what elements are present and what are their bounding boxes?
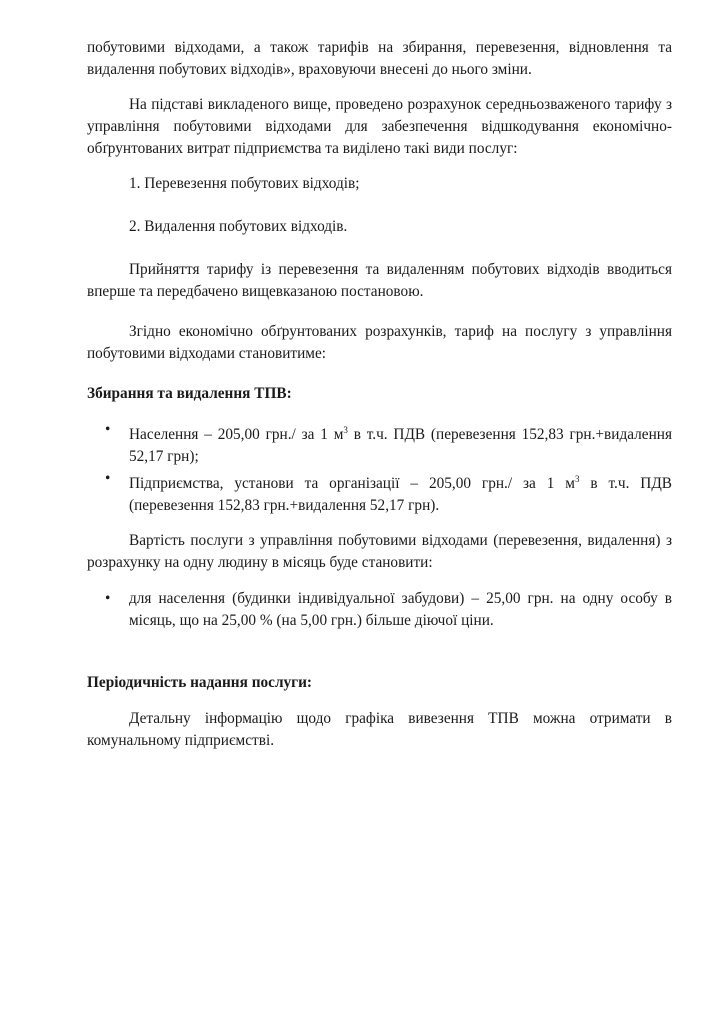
tariff-list (87, 419, 672, 517)
bullet-icon: • (105, 470, 111, 488)
paragraph-calculation: На підставі викладеного вище, проведено розрахунок середньозваженого тарифу з управління побутовими відходами для забезпечення відшкодування економічно-обґрунтованих витрат підприємства та виділено такі види послуг: (87, 96, 672, 157)
list-item-disposal: 2. Видалення побутових відходів. (129, 218, 348, 235)
paragraph-schedule-info: Детальну інформацію щодо графіка вивезення ТПВ можна отримати в комунальному підприємстві. (87, 710, 672, 750)
paragraph-adoption: Прийняття тарифу із перевезення та видаленням побутових відходів вводиться вперше та передбачено вищевказаною постановою. (87, 261, 672, 300)
paragraph-continuation: побутовими відходами, а також тарифів на збирання, перевезення, відновлення та видалення побутових відходів», враховуючи внесені до нього зміни. (87, 39, 672, 78)
document-page (87, 37, 672, 752)
bullet-icon: • (105, 590, 111, 608)
per-person-list (87, 588, 672, 632)
paragraph-tariff-intro: Згідно економічно обґрунтованих розрахунків, тариф на послугу з управління побутовими відходами становитиме: (87, 323, 672, 362)
section-heading-collection: Збирання та видалення ТПВ: (87, 385, 292, 402)
list-item-individual-houses: • для населення (будинки індивідуальної забудови) – 25,00 грн. на одну особу в місяць, що на 25,00 % (на 5,00 грн.) більше діючої ціни. (105, 590, 672, 630)
bullet-icon: • (105, 421, 111, 438)
list-item-population: • Населення – 205,00 грн./ за 1 $м^3$ в т.ч. ПДВ (перевезення 152,83 грн.+видалення 52,17 грн); (105, 421, 672, 466)
list-item-transport: 1. Перевезення побутових відходів; (129, 175, 360, 192)
section-heading-periodicity: Періодичність надання послуги: (87, 674, 313, 692)
paragraph-cost-per-person: Вартість послуги з управління побутовими відходами (перевезення, видалення) з розрахунку на одну людину в місяць буде становити: (87, 532, 672, 572)
list-item-enterprises: • Підприємства, установи та організації – 205,00 грн./ за 1 $м^3$ в т.ч. ПДВ (перевезення 152,83 грн.+видалення 52,17 грн). (105, 470, 672, 515)
